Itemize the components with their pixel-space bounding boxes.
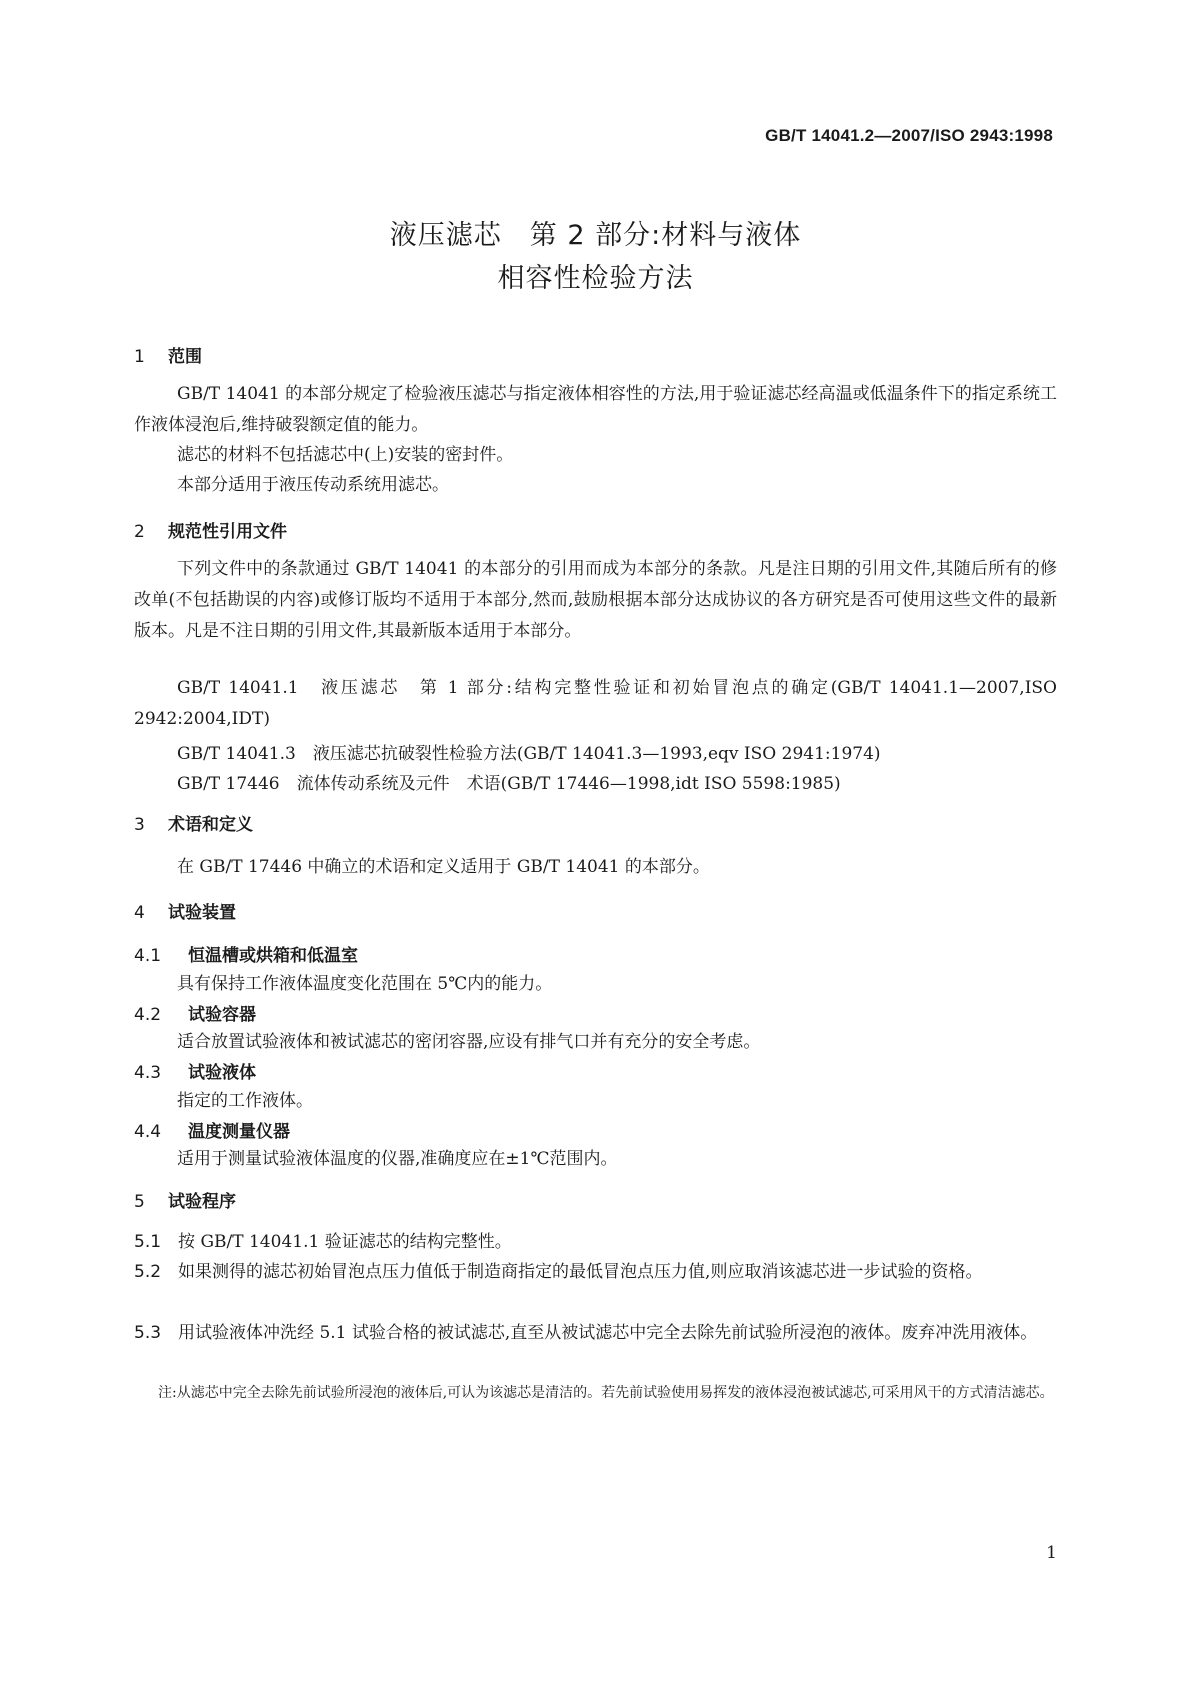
section-title: 术语和定义 (168, 815, 253, 835)
subsection-number: 4.1 (134, 946, 162, 966)
subsection-4-3-text: 指定的工作液体。 (177, 1091, 313, 1111)
section-number: 1 (134, 347, 145, 367)
section-number: 5 (134, 1192, 145, 1212)
subsection-4-4-text: 适用于测量试验液体温度的仪器,准确度应在±1℃范围内。 (177, 1149, 618, 1169)
section-4-heading (134, 898, 236, 923)
clause-text: 按 GB/T 14041.1 验证滤芯的结构完整性。 (178, 1232, 512, 1252)
section-title: 试验装置 (168, 903, 236, 923)
clause-5-3 (134, 1318, 1057, 1349)
section-number: 2 (134, 522, 145, 542)
subsection-number: 4.3 (134, 1063, 162, 1083)
section-3-paragraph-1: 在 GB/T 17446 中确立的术语和定义适用于 GB/T 14041 的本部分。 (177, 857, 710, 877)
clause-text: 如果测得的滤芯初始冒泡点压力值低于制造商指定的最低冒泡点压力值,则应取消该滤芯进一步试验的资格。 (178, 1262, 983, 1282)
normative-reference-1: GB/T 14041.1 液压滤芯 第 1 部分:结构完整性验证和初始冒泡点的确定(GB/T 14041.1—2007,ISO 2942:2004,IDT) (134, 678, 1057, 729)
clause-5-1 (134, 1227, 1057, 1258)
subsection-4-1-heading (134, 941, 358, 966)
note: 注:从滤芯中完全去除先前试验所浸泡的液体后,可认为该滤芯是清洁的。若先前试验使用易挥发的液体浸泡被试滤芯,可采用风干的方式清洁滤芯。 (158, 1385, 1054, 1401)
clause-text: 用试验液体冲洗经 5.1 试验合格的被试滤芯,直至从被试滤芯中完全去除先前试验所浸泡的液体。废弃冲洗用液体。 (178, 1323, 1038, 1343)
section-1-heading (134, 342, 202, 367)
clause-number: 5.2 (134, 1262, 162, 1282)
section-5-heading (134, 1187, 236, 1212)
normative-reference-3: GB/T 17446 流体传动系统及元件 术语(GB/T 17446—1998,idt ISO 5598:1985) (177, 774, 841, 794)
normative-reference-2: GB/T 14041.3 液压滤芯抗破裂性检验方法(GB/T 14041.3—1993,eqv ISO 2941:1974) (177, 744, 881, 764)
section-2-heading (134, 517, 287, 542)
subsection-number: 4.4 (134, 1122, 162, 1142)
section-3-heading (134, 810, 253, 835)
subsection-4-2-heading (134, 1000, 256, 1025)
subsection-title: 试验液体 (188, 1063, 256, 1083)
subsection-4-2-text: 适合放置试验液体和被试滤芯的密闭容器,应设有排气口并有充分的安全考虑。 (177, 1032, 761, 1052)
section-title: 范围 (168, 347, 202, 367)
section-1-paragraph-3: 本部分适用于液压传动系统用滤芯。 (177, 475, 449, 495)
clause-number: 5.3 (134, 1323, 162, 1343)
subsection-title: 温度测量仪器 (188, 1122, 290, 1142)
subsection-title: 恒温槽或烘箱和低温室 (188, 946, 358, 966)
subsection-4-3-heading (134, 1058, 256, 1083)
clause-5-2 (134, 1257, 1057, 1288)
clause-number: 5.1 (134, 1232, 162, 1252)
section-1-paragraph-1: GB/T 14041 的本部分规定了检验液压滤芯与指定液体相容性的方法,用于验证滤芯经高温或低温条件下的指定系统工作液体浸泡后,维持破裂额定值的能力。 (134, 384, 1057, 435)
subsection-4-1-text: 具有保持工作液体温度变化范围在 5℃内的能力。 (177, 974, 553, 994)
document-title-line-1: 液压滤芯 第 2 部分:材料与液体 (389, 220, 802, 251)
subsection-title: 试验容器 (188, 1005, 256, 1025)
subsection-number: 4.2 (134, 1005, 162, 1025)
page-number: 1 (1046, 1543, 1057, 1563)
standard-number: GB/T 14041.2—2007/ISO 2943:1998 (765, 126, 1053, 145)
section-2-paragraph-1: 下列文件中的条款通过 GB/T 14041 的本部分的引用而成为本部分的条款。凡是注日期的引用文件,其随后所有的修改单(不包括勘误的内容)或修订版均不适用于本部分,然而,鼓励根据本部分达成协议的各方研究是否可使用这些文件的最新版本。凡是不注日期的引用文件,其最新版本适用于本部分。 (134, 559, 1057, 641)
section-1-paragraph-2: 滤芯的材料不包括滤芯中(上)安装的密封件。 (177, 445, 514, 465)
subsection-4-4-heading (134, 1117, 290, 1142)
section-title: 规范性引用文件 (168, 522, 287, 542)
section-number: 4 (134, 903, 145, 923)
section-number: 3 (134, 815, 145, 835)
section-title: 试验程序 (168, 1192, 236, 1212)
document-title-line-2: 相容性检验方法 (497, 263, 694, 294)
